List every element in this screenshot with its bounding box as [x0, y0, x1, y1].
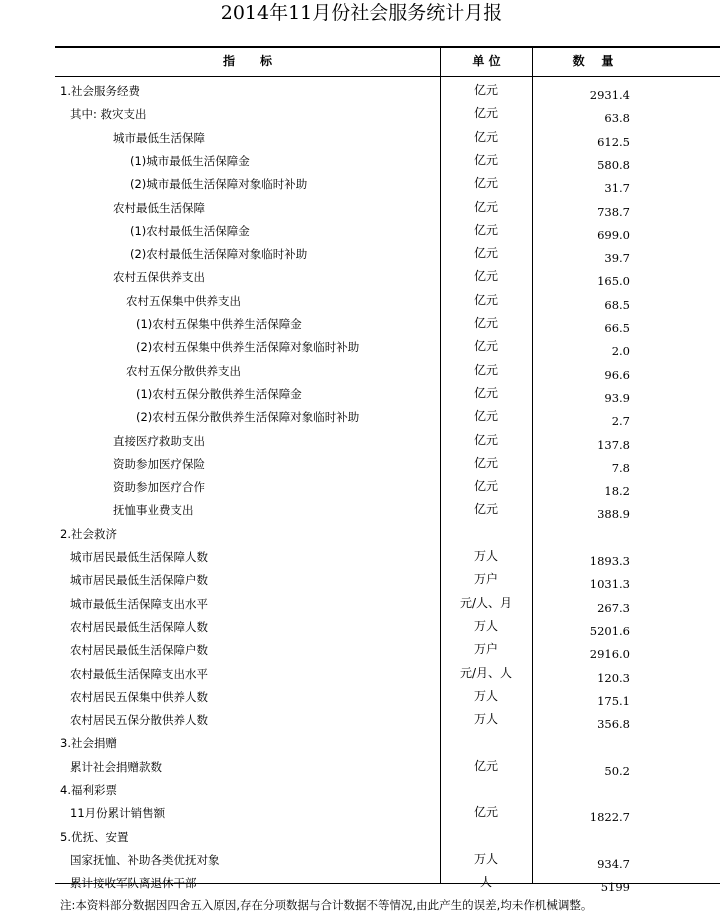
row-quantity: 612.5: [597, 134, 630, 149]
row-quantity: 93.9: [604, 390, 630, 405]
table-row: [0, 569, 723, 592]
row-indicator-label: 农村五保集中供养支出: [126, 293, 241, 308]
row-unit: 万人: [473, 712, 498, 727]
row-quantity: 1822.7: [589, 810, 630, 825]
row-unit: 亿元: [473, 479, 498, 494]
row-quantity: 68.5: [604, 297, 630, 312]
report-title: 2014年11月份社会服务统计月报: [220, 2, 503, 24]
row-unit: 人: [479, 875, 492, 890]
row-indicator-label: 累计接收军队离退休干部: [70, 876, 197, 891]
row-unit: 亿元: [473, 805, 498, 820]
row-indicator-label: 农村居民最低生活保障人数: [70, 619, 208, 634]
row-indicator-label: 1.社会服务经费: [60, 84, 140, 98]
row-unit: 亿元: [473, 502, 498, 517]
row-quantity: 66.5: [604, 321, 630, 335]
row-quantity: 2.0: [611, 344, 630, 359]
table-row: [0, 523, 723, 546]
row-unit: 万户: [473, 572, 498, 587]
table-row: [0, 406, 723, 429]
table-row: [0, 593, 723, 616]
row-indicator-label: 城市居民最低生活保障人数: [70, 550, 208, 564]
row-indicator-label: (1)农村五保集中供养生活保障金: [136, 317, 302, 331]
row-indicator-label: (2)城市最低生活保障对象临时补助: [130, 177, 308, 192]
row-indicator-label: (1)农村最低生活保障金: [130, 223, 250, 238]
row-quantity: 1031.3: [589, 577, 630, 592]
row-quantity: 18.2: [604, 484, 630, 499]
header-bottom-border: [55, 76, 720, 77]
row-unit: 亿元: [473, 83, 498, 97]
row-indicator-label: (2)农村五保分散供养生活保障对象临时补助: [136, 410, 360, 425]
row-quantity: 934.7: [597, 856, 630, 871]
row-unit: 亿元: [473, 199, 498, 214]
row-quantity: 175.1: [597, 693, 630, 708]
table-row: [0, 220, 723, 243]
table-row: [0, 173, 723, 196]
row-unit: 亿元: [473, 339, 498, 354]
row-unit: 元/月、人: [459, 665, 513, 680]
table-row: [0, 360, 723, 383]
table-row: [0, 499, 723, 522]
row-unit: 亿元: [473, 432, 498, 447]
row-unit: 万人: [473, 688, 498, 703]
table-row: [0, 336, 723, 359]
table-row: [0, 243, 723, 266]
row-indicator-label: 农村五保分散供养支出: [126, 363, 241, 378]
row-quantity: 96.6: [604, 367, 630, 382]
row-unit: 亿元: [473, 385, 498, 400]
row-quantity: 738.7: [597, 204, 630, 219]
table-row: [0, 826, 723, 849]
row-quantity: 7.8: [611, 460, 630, 475]
table-row: [0, 150, 723, 173]
table-row: [0, 546, 723, 569]
row-unit: 亿元: [473, 362, 498, 377]
row-indicator-label: 直接医疗救助支出: [113, 433, 205, 448]
row-unit: 亿元: [473, 758, 498, 773]
row-quantity: 699.0: [597, 227, 630, 242]
table-row: [0, 197, 723, 220]
table-row: [0, 430, 723, 453]
row-quantity: 165.0: [597, 274, 630, 289]
row-indicator-label: 4.福利彩票: [60, 783, 117, 797]
table-row: [0, 732, 723, 755]
row-quantity: 580.8: [597, 157, 630, 172]
row-indicator-label: (2)农村五保集中供养生活保障对象临时补助: [136, 340, 360, 355]
row-unit: 元/人、月: [459, 595, 513, 610]
row-unit: 亿元: [473, 292, 498, 307]
row-indicator-label: (2)农村最低生活保障对象临时补助: [130, 247, 308, 262]
row-indicator-label: 其中: 救灾支出: [70, 107, 147, 122]
row-indicator-label: 城市最低生活保障: [113, 130, 205, 145]
row-quantity: 2916.0: [589, 647, 630, 662]
row-indicator-label: 农村居民五保集中供养人数: [70, 689, 208, 704]
table-row: [0, 686, 723, 709]
row-indicator-label: 国家抚恤、补助各类优抚对象: [70, 852, 220, 867]
row-unit: 亿元: [473, 316, 498, 330]
table-row: [0, 127, 723, 150]
row-quantity: 1893.3: [589, 554, 630, 568]
row-indicator-label: 城市居民最低生活保障户数: [70, 573, 208, 588]
row-quantity: 356.8: [597, 717, 630, 732]
row-indicator-label: 资助参加医疗保险: [113, 456, 205, 471]
row-unit: 万人: [473, 851, 498, 866]
row-unit: 万户: [473, 642, 498, 657]
row-unit: 亿元: [473, 129, 498, 144]
table-row: [0, 639, 723, 662]
row-unit: 亿元: [473, 106, 498, 121]
table-row: [0, 313, 723, 336]
row-indicator-label: 5.优抚、安置: [60, 829, 129, 844]
row-indicator-label: (1)城市最低生活保障金: [130, 153, 250, 168]
row-unit: 亿元: [473, 246, 498, 261]
column-header-quantity: 数 量: [572, 54, 614, 68]
row-indicator-label: 3.社会捐赠: [60, 736, 117, 751]
row-quantity: 39.7: [604, 251, 630, 266]
row-indicator-label: 城市最低生活保障支出水平: [70, 596, 208, 611]
row-quantity: 5199: [600, 880, 630, 895]
row-indicator-label: 农村居民最低生活保障户数: [70, 643, 208, 658]
row-indicator-label: 农村五保供养支出: [113, 270, 205, 285]
column-header-unit: 单 位: [472, 54, 501, 68]
table-row: [0, 872, 723, 895]
row-indicator-label: 资助参加医疗合作: [113, 480, 205, 495]
table-row: [0, 756, 723, 779]
row-quantity: 267.3: [597, 600, 630, 615]
table-row: [0, 80, 723, 103]
table-row: [0, 709, 723, 732]
row-unit: 亿元: [473, 222, 498, 237]
row-indicator-label: 农村最低生活保障支出水平: [70, 666, 208, 681]
row-indicator-label: 累计社会捐赠款数: [70, 759, 162, 774]
row-quantity: 2931.4: [589, 88, 630, 102]
row-quantity: 5201.6: [589, 623, 630, 638]
row-unit: 亿元: [473, 152, 498, 167]
row-quantity: 50.2: [604, 763, 630, 778]
row-unit: 亿元: [473, 409, 498, 424]
table-top-border: [55, 46, 720, 48]
row-quantity: 388.9: [597, 507, 630, 522]
row-indicator-label: 2.社会救济: [60, 526, 117, 541]
row-unit: 万人: [473, 618, 498, 633]
row-quantity: 137.8: [597, 437, 630, 452]
table-row: [0, 779, 723, 802]
row-quantity: 120.3: [597, 670, 630, 685]
row-indicator-label: 农村最低生活保障: [113, 200, 205, 215]
row-indicator-label: 抚恤事业费支出: [113, 503, 194, 518]
row-quantity: 2.7: [611, 414, 630, 429]
table-row: [0, 103, 723, 126]
row-quantity: 31.7: [604, 181, 630, 196]
table-row: [0, 383, 723, 406]
row-quantity: 63.8: [604, 111, 630, 126]
table-row: [0, 453, 723, 476]
row-unit: 亿元: [473, 269, 498, 284]
footnote: 注:本资料部分数据因四舍五入原因,存在分项数据与合计数据不等情况,由此产生的误差,均未作机械调整。: [60, 898, 593, 912]
table-row: [0, 266, 723, 289]
table-row: [0, 802, 723, 825]
table-row: [0, 663, 723, 686]
row-unit: 万人: [473, 549, 498, 563]
row-indicator-label: (1)农村五保分散供养生活保障金: [136, 386, 302, 401]
row-unit: 亿元: [473, 455, 498, 470]
row-unit: 亿元: [473, 176, 498, 191]
row-indicator-label: 农村居民五保分散供养人数: [70, 713, 208, 728]
table-row: [0, 616, 723, 639]
table-row: [0, 290, 723, 313]
column-header-indicator: 指 标: [222, 54, 273, 68]
table-row: [0, 476, 723, 499]
row-indicator-label: 11月份累计销售额: [70, 806, 166, 821]
table-row: [0, 849, 723, 872]
